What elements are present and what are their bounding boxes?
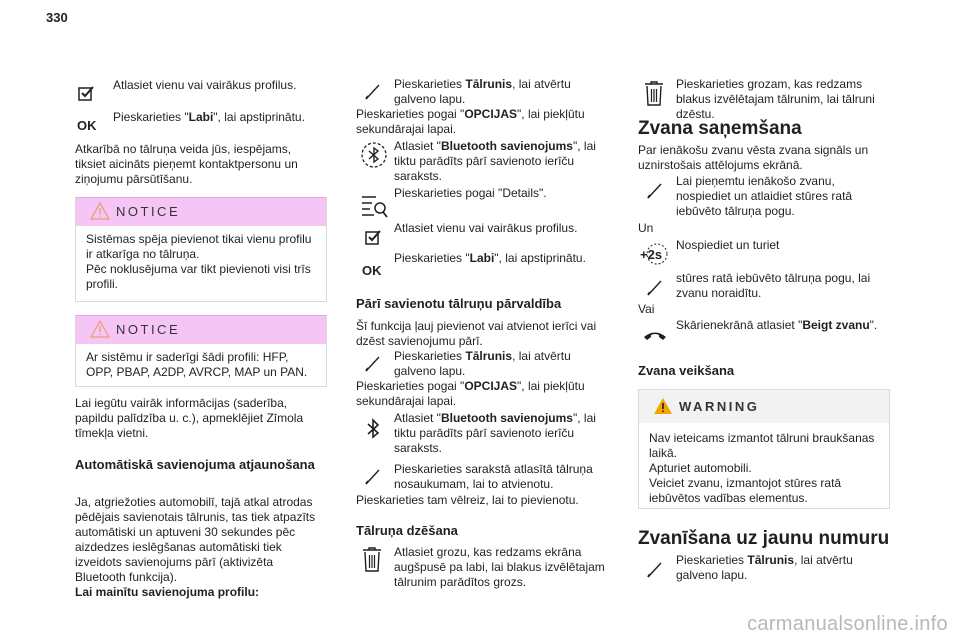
ok-icon: OK xyxy=(362,263,382,278)
touch-pen-icon xyxy=(646,559,676,589)
paragraph-contact-transfer: Atkarībā no tālruņa veida jūs, iespējams, tiksiet aicināts pieņemt kontaktpersonu un ziņojumu pārsūtīšanu. xyxy=(75,142,298,186)
notice-title: NOTICE xyxy=(116,204,181,219)
watermark: carmanualsonline.info xyxy=(747,613,948,635)
step-text: Pieskarieties sarakstā atlasītā tālruņa nosaukumam, lai to atvienotu. xyxy=(394,462,593,491)
paragraph-more-info: Lai iegūtu vairāk informācijas (saderība, papildu palīdzība u. c.), apmeklējiet Zīmola tīmekļa vietni. xyxy=(75,396,304,440)
notice-body: Ar sistēmu ir saderīgi šādi profili: HFP, OPP, PBAP, A2DP, AVRCP, MAP un PAN. xyxy=(86,350,308,379)
hold-2s-label: +2s xyxy=(640,247,663,262)
notice-box-profiles xyxy=(75,197,327,302)
heading-manage-paired: Pārī savienotu tālruņu pārvaldība xyxy=(356,296,562,311)
trash-icon xyxy=(644,81,674,111)
warning-body: Nav ieteicams izmantot tālruni braukšanas laikā. Apturiet automobili. Veiciet zvanu, izmantojot stūres ratā iebūvētos vadības elementus. xyxy=(649,431,875,505)
step-text: Pieskarieties Tālrunis, lai atvērtu galveno lapu. xyxy=(394,349,571,378)
notice-box-compatible-profiles xyxy=(75,315,327,387)
checkbox-icon xyxy=(75,82,105,112)
step-options: Pieskarieties pogai "OPCIJAS", lai piekļūtu sekundārajai lapai. xyxy=(356,107,585,136)
heading-make-call: Zvana veikšana xyxy=(638,363,735,378)
step-text: Pieskarieties "Labi", lai apstiprinātu. xyxy=(394,251,586,265)
label-or-vai: Vai xyxy=(638,302,655,316)
step-text: Atlasiet "Bluetooth savienojums", lai tiktu parādīts pārī savienoto ierīču saraksts. xyxy=(394,139,596,183)
step-reconnect: Pieskarieties tam vēlreiz, lai to pievienotu. xyxy=(356,493,579,507)
paragraph-manage-paired: Šī funkcija ļauj pievienot vai atvienot ierīci vai dzēst savienojumu pārī. xyxy=(356,319,597,348)
step-text: stūres ratā iebūvēto tālruņa pogu, lai zvanu noraidītu. xyxy=(676,271,871,300)
warning-header xyxy=(639,390,889,423)
bluetooth-icon xyxy=(364,417,394,447)
paragraph-incoming-call: Par ienākošu zvanu vēsta zvana signāls un uznirstošais attēlojums ekrānā. xyxy=(638,143,869,172)
heading-auto-reconnect: Automātiskā savienojuma atjaunošana xyxy=(75,457,315,472)
warning-triangle-icon xyxy=(653,397,673,415)
warning-triangle-icon xyxy=(90,202,110,220)
step-text: Pieskarieties grozam, kas redzams blakus izvēlētajam tālrunim, lai tālruni dzēstu. xyxy=(676,77,875,121)
step-text: Atlasiet grozu, kas redzams ekrāna augšpusē pa labi, lai blakus izvēlētajam tālrunim parādītos grozs. xyxy=(394,545,605,589)
details-list-icon xyxy=(358,192,388,222)
step-text: Nospiediet un turiet xyxy=(676,238,780,252)
heading-delete-phone: Tālruņa dzēšana xyxy=(356,523,458,538)
heading-call-new-number: Zvanīšana uz jaunu numuru xyxy=(638,528,890,549)
bluetooth-circle-icon xyxy=(360,141,390,171)
step-options: Pieskarieties pogai "OPCIJAS", lai piekļūtu sekundārajai lapai. xyxy=(356,379,585,408)
press-hold-2s-icon xyxy=(638,242,672,272)
notice-header xyxy=(76,198,326,226)
step-text: Skārienekrānā atlasiet "Beigt zvanu". xyxy=(676,318,878,332)
step-text: Pieskarieties Tālrunis, lai atvērtu galveno lapu. xyxy=(676,553,853,582)
page-number: 330 xyxy=(46,10,68,25)
step-text: Pieskarieties Tālrunis, lai atvērtu galveno lapu. xyxy=(394,77,571,106)
step-text: Pieskarieties pogai "Details". xyxy=(394,186,547,200)
notice-header xyxy=(76,316,326,344)
warning-title: WARNING xyxy=(679,399,760,414)
label-or-un: Un xyxy=(638,221,654,235)
step-text: Pieskarieties "Labi", lai apstiprinātu. xyxy=(113,110,305,124)
warning-box xyxy=(638,389,890,509)
paragraph-auto-reconnect: Ja, atgriežoties automobilī, tajā atkal atrodas pēdējais savienotais tālrunis, tas tiek atpazīts automātiski un aptuveni 30 sekundes pēc aizdedzes ieslēgšanas automātiski tiek izveidots savienojums pārī (aktivizēta Bluetooth funkcija). Lai mainītu savienojuma profilu: xyxy=(75,495,316,599)
step-text: Atlasiet "Bluetooth savienojums", lai tiktu parādīts pārī savienoto ierīču saraksts. xyxy=(394,411,596,455)
step-text: Atlasiet vienu vai vairākus profilus. xyxy=(394,221,578,235)
step-text: Atlasiet vienu vai vairākus profilus. xyxy=(113,78,297,92)
step-select-profiles xyxy=(75,78,325,108)
step-confirm-ok xyxy=(75,110,325,140)
notice-title: NOTICE xyxy=(116,322,181,337)
trash-icon xyxy=(362,547,392,577)
ok-icon: OK xyxy=(77,118,97,133)
heading-receive-call: Zvana saņemšana xyxy=(638,118,802,139)
warning-triangle-icon xyxy=(90,320,110,338)
checkbox-icon xyxy=(362,226,392,256)
touch-pen-icon xyxy=(646,180,676,210)
step-text: Lai pieņemtu ienākošo zvanu, nospiediet un atlaidiet stūres ratā iebūvēto tālruņa pogu. xyxy=(676,174,853,218)
hang-up-icon xyxy=(642,326,672,356)
touch-pen-icon xyxy=(364,466,394,496)
notice-body: Sistēmas spēja pievienot tikai vienu profilu ir atkarīga no tālruņa. Pēc noklusējuma var tikt pievienoti visi trīs profili. xyxy=(86,232,312,291)
